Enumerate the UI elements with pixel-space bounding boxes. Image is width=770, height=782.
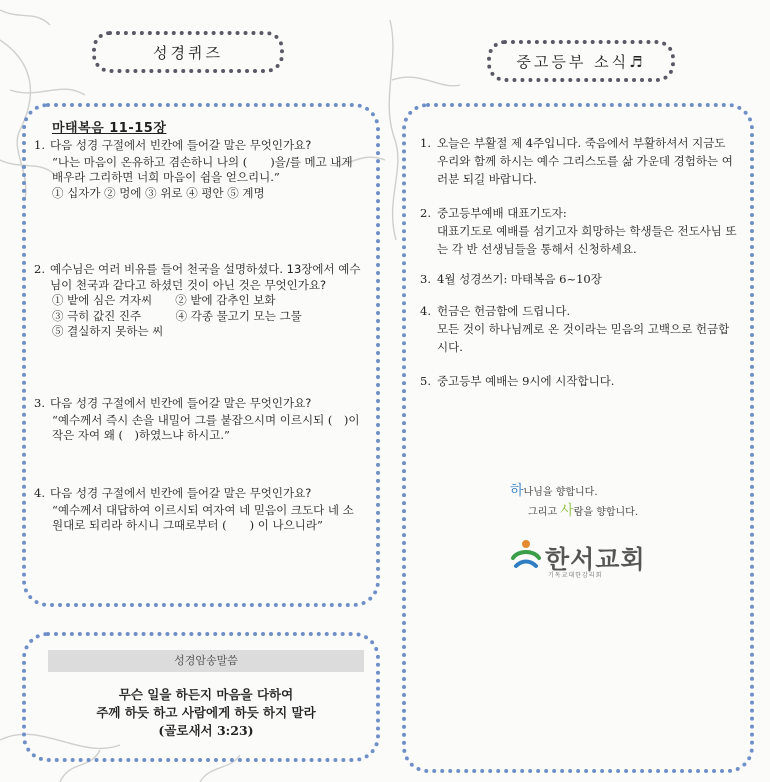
news-text: 4월 성경쓰기: 마태복음 6~10장 xyxy=(437,272,602,286)
question-number: 2. xyxy=(34,262,45,276)
quiz-heading: 마태복음 11-15장 xyxy=(52,121,167,136)
quiz-question-3 xyxy=(34,396,364,444)
news-text: 오늘은 부활절 제 4주입니다. 죽음에서 부활하셔서 지금도 우리와 함께 하시는 예수 그리스도를 삶 가운데 경험하는 여러분 되길 바랍니다. xyxy=(437,136,733,186)
news-detail: 모든 것이 하나님께로 온 것이라는 믿음의 고백으로 헌금합시다. xyxy=(437,322,730,354)
news-item-3 xyxy=(420,270,740,288)
news-item-4 xyxy=(420,302,740,356)
church-logo-icon xyxy=(510,538,542,572)
news-number: 4. xyxy=(420,304,431,318)
quiz-question-4 xyxy=(34,486,364,534)
news-item-5 xyxy=(420,372,740,390)
question-text: 예수님은 여러 비유를 들어 천국을 설명하셨다. 13장에서 예수님이 천국과 같다고 하셨던 것이 아닌 것은 무엇인가요? xyxy=(50,262,361,292)
question-number: 1. xyxy=(34,138,45,152)
question-number: 3. xyxy=(34,396,45,410)
news-number: 2. xyxy=(420,206,431,220)
memory-verse xyxy=(40,686,372,740)
slogan-text: 람을 향합니다. xyxy=(573,507,639,518)
question-options: ⑤ 결실하지 못하는 씨 xyxy=(52,324,164,338)
question-quote: “예수께서 대답하여 이르시되 여자여 네 믿음이 크도다 네 소원대로 되리라 하시니 그때로부터 ( ) 이 나으니라” xyxy=(52,502,354,532)
question-text: 다음 성경 구절에서 빈칸에 들어갈 말은 무엇인가요? xyxy=(50,396,312,410)
question-options: ① 십자가 ② 멍에 ③ 위로 ④ 평안 ⑤ 계명 xyxy=(52,185,265,200)
church-denomination: 기독교대한감리회 xyxy=(548,572,603,579)
question-number: 4. xyxy=(34,486,45,500)
news-text: 중고등부예배 대표기도자: xyxy=(437,206,567,220)
memory-verse-label: 성경암송말씀 xyxy=(48,650,364,672)
news-text: 중고등부 예배는 9시에 시작합니다. xyxy=(437,374,615,388)
quiz-question-1 xyxy=(34,138,364,201)
slogan-text: 나님을 향합니다. xyxy=(523,487,598,498)
memory-verse-reference: (골로새서 3:23) xyxy=(158,723,254,738)
question-quote: “예수께서 즉시 손을 내밀어 그를 붙잡으시며 이르시되 ( )이 작은 자여 왜 ( )하였느냐 하시고.” xyxy=(52,412,360,442)
news-item-1 xyxy=(420,134,740,188)
slogan-highlight: 하 xyxy=(510,483,524,499)
news-title: 중고등부 소식♬ xyxy=(516,52,646,71)
slogan-line-2 xyxy=(528,500,638,520)
question-quote: “나는 마음이 온유하고 겸손하니 나의 ( )을/를 메고 내게 배우라 그리하면 너희 마음이 쉼을 얻으리니.” xyxy=(52,154,353,184)
question-options: ③ 극히 값진 진주 ④ 각종 물고기 모는 그물 xyxy=(52,308,302,323)
news-number: 5. xyxy=(420,374,431,388)
quiz-title: 성경퀴즈 xyxy=(153,43,223,62)
quiz-question-2 xyxy=(34,262,364,340)
slogan-line-1 xyxy=(510,480,598,500)
slogan-text: 그리고 xyxy=(528,507,561,518)
news-title-box xyxy=(487,40,675,82)
slogan-highlight: 사 xyxy=(560,503,574,519)
question-options: ① 밭에 심은 겨자씨 ② 밭에 감추인 보화 xyxy=(52,293,276,307)
quiz-title-box xyxy=(92,31,284,73)
news-number: 1. xyxy=(420,136,431,150)
question-text: 다음 성경 구절에서 빈칸에 들어갈 말은 무엇인가요? xyxy=(50,138,312,152)
memory-verse-line: 주께 하듯 하고 사람에게 하듯 하지 말라 xyxy=(96,705,316,720)
question-text: 다음 성경 구절에서 빈칸에 들어갈 말은 무엇인가요? xyxy=(50,486,312,500)
news-number: 3. xyxy=(420,272,431,286)
news-item-2 xyxy=(420,204,740,258)
news-text: 헌금은 헌금함에 드립니다. xyxy=(437,304,571,318)
memory-verse-line: 무슨 일을 하든지 마음을 다하여 xyxy=(118,687,294,702)
church-name: 한서교회 xyxy=(545,545,646,574)
news-detail: 대표기도로 예배를 섬기고자 희망하는 학생들은 전도사님 또는 각 반 선생님들을 통해서 신청하세요. xyxy=(437,224,737,256)
